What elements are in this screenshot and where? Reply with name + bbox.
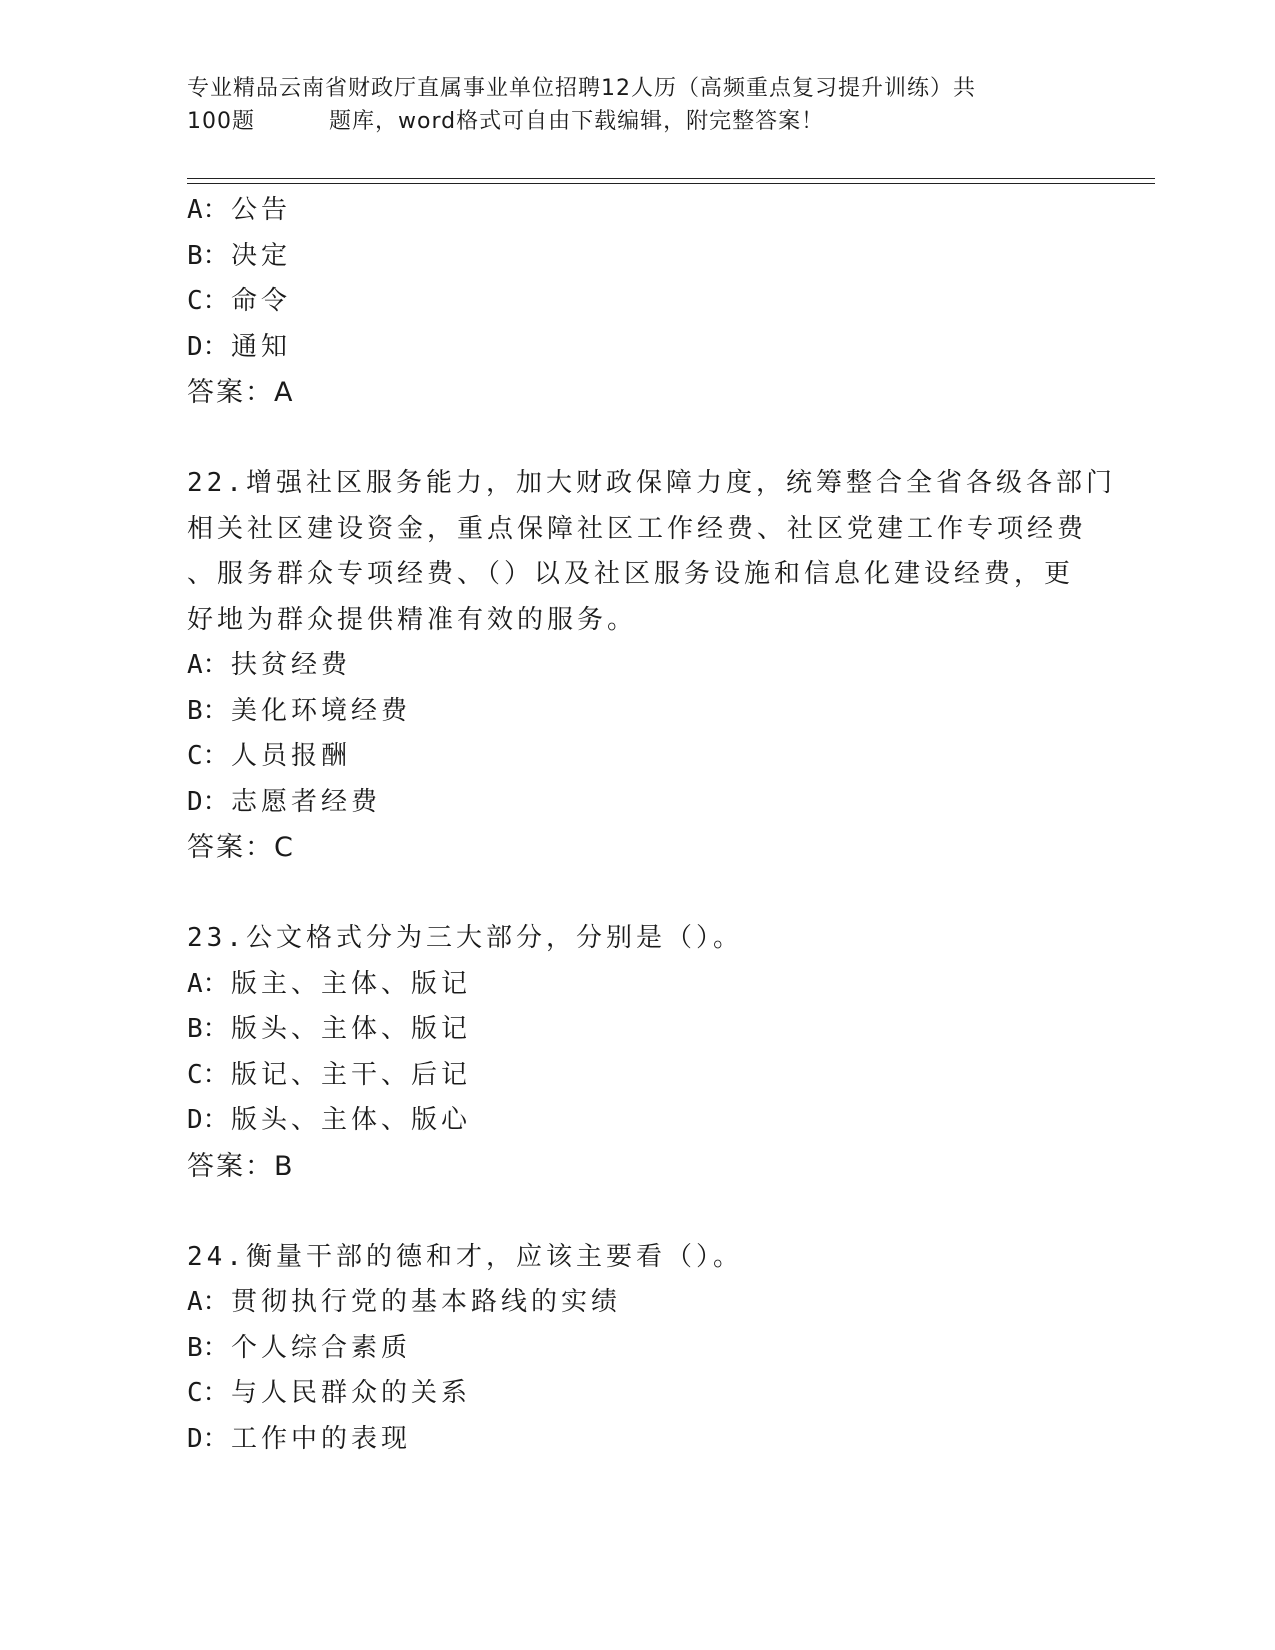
question-stem-line: 相关社区建设资金，重点保障社区工作经费、社区党建工作专项经费 [187,513,1088,544]
answer-line: 答案：C [187,832,295,863]
option-b: B：版头、主体、版记 [187,1014,472,1044]
option-c: C：版记、主干、后记 [187,1059,472,1090]
question-22 [187,461,1116,871]
question-stem-line: 、服务群众专项经费、（）以及社区服务设施和信息化建设经费，更 [187,559,1075,589]
question-stem-line: 24.衡量干部的德和才，应该主要看（）。 [187,1241,743,1272]
header-title-line1: 专业精品云南省财政厅直属事业单位招聘12人历（高频重点复习提升训练）共 [187,76,976,101]
option-a: A：公告 [187,195,292,225]
question-stem-line: 好地为群众提供精准有效的服务。 [187,604,638,635]
question-21-continued [187,188,1087,416]
option-b: B：个人综合素质 [187,1332,412,1363]
question-stem-line: 22.增强社区服务能力，加大财政保障力度，统筹整合全省各级各部门 [187,468,1116,498]
answer-line: 答案：B [187,1150,295,1182]
document-header [187,72,1067,138]
option-c: C：人员报酬 [187,741,352,771]
option-a: A：版主、主体、版记 [187,968,472,999]
header-divider-top [187,178,1155,179]
header-count: 100题 [187,109,255,134]
question-list [187,188,1116,1462]
option-d: D：志愿者经费 [187,786,382,817]
option-c: C：与人民群众的关系 [187,1378,472,1408]
option-b: B：决定 [187,240,292,271]
question-stem-line: 23.公文格式分为三大部分，分别是（）。 [187,923,743,953]
option-c: C：命令 [187,286,292,316]
option-d: D：工作中的表现 [187,1423,412,1454]
option-d: D：版头、主体、版心 [187,1105,472,1135]
header-divider-bottom [187,183,1155,184]
header-title-line2 [187,105,1067,138]
option-a: A：贯彻执行党的基本路线的实绩 [187,1287,622,1317]
option-a: A：扶贫经费 [187,650,352,680]
option-d: D：通知 [187,331,292,362]
answer-line: 答案：A [187,377,295,408]
question-24 [187,1235,1087,1463]
header-subtitle: 题库，word格式可自由下载编辑，附完整答案！ [329,109,825,134]
option-b: B：美化环境经费 [187,695,412,726]
question-23 [187,916,1087,1189]
